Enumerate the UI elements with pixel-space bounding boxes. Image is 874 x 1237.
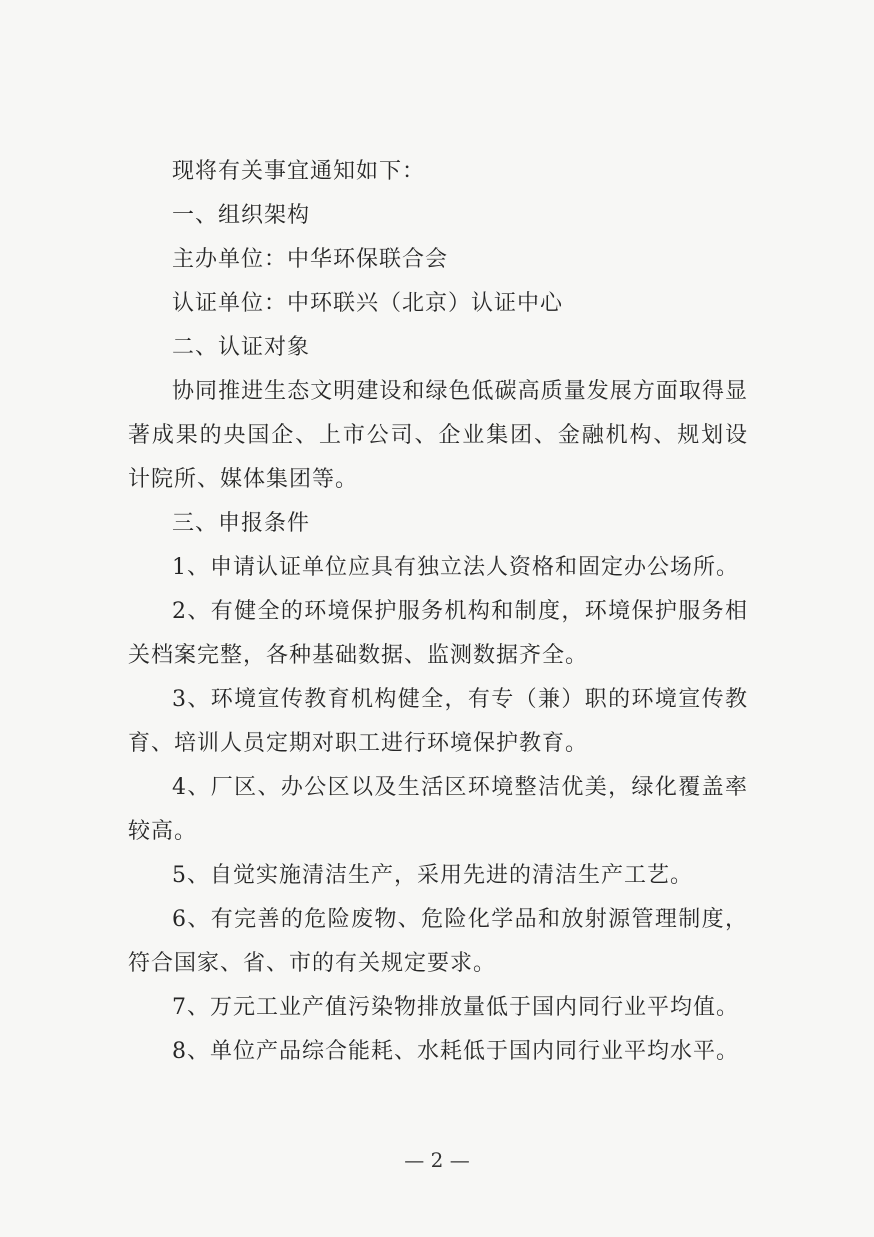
condition-item-4: 4、厂区、办公区以及生活区环境整洁优美，绿化覆盖率较高。 (128, 775, 748, 844)
condition-item-2: 2、有健全的环境保护服务机构和制度，环境保护服务相关档案完整，各种基础数据、监测数据齐全。 (128, 599, 748, 668)
condition-item-8: 8、单位产品综合能耗、水耗低于国内同行业平均水平。 (172, 1039, 739, 1064)
host-unit: 主办单位：中华环保联合会 (172, 247, 449, 272)
condition-item-7: 7、万元工业产值污染物排放量低于国内同行业平均值。 (172, 995, 739, 1020)
section-heading-targets: 二、认证对象 (172, 335, 311, 360)
document-body (128, 150, 748, 1074)
targets-paragraph: 协同推进生态文明建设和绿色低碳高质量发展方面取得显著成果的央国企、上市公司、企业集团、金融机构、规划设计院所、媒体集团等。 (128, 379, 748, 492)
page-number: — 2 — (404, 1148, 470, 1172)
condition-item-5: 5、自觉实施清洁生产，采用先进的清洁生产工艺。 (172, 863, 693, 888)
condition-item-6: 6、有完善的危险废物、危险化学品和放射源管理制度，符合国家、省、市的有关规定要求。 (128, 907, 748, 976)
condition-item-3: 3、环境宣传教育机构健全，有专（兼）职的环境宣传教育、培训人员定期对职工进行环境保护教育。 (128, 687, 748, 756)
section-heading-conditions: 三、申报条件 (172, 511, 311, 536)
condition-item-1: 1、申请认证单位应具有独立法人资格和固定办公场所。 (172, 555, 739, 580)
section-heading-organization: 一、组织架构 (172, 203, 311, 228)
intro-paragraph: 现将有关事宜通知如下： (172, 159, 426, 184)
certification-unit: 认证单位：中环联兴（北京）认证中心 (172, 291, 564, 316)
